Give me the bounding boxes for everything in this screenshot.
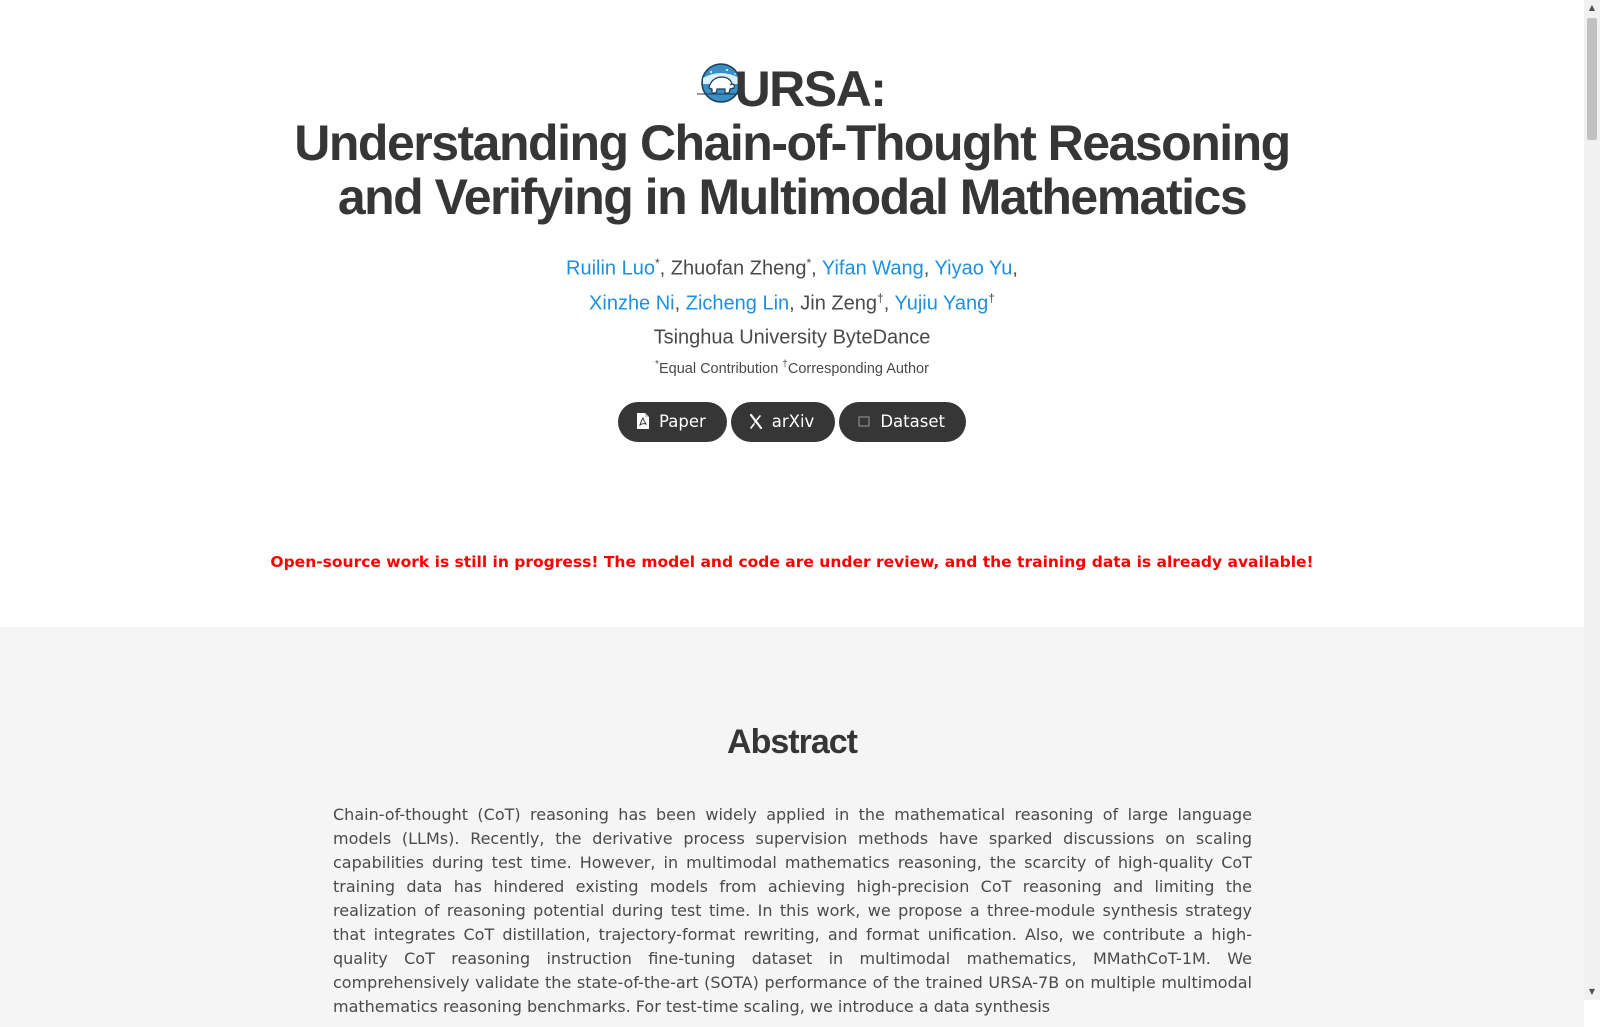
file-pdf-icon	[636, 413, 650, 429]
author-link-xinzhe-ni[interactable]: Xinzhe Ni	[589, 292, 675, 315]
abstract-section	[0, 627, 1584, 1027]
author-notes: *Equal Contribution †Corresponding Author	[655, 359, 929, 377]
author-link-zicheng-lin[interactable]: Zicheng Lin	[685, 292, 790, 315]
author-mark: *	[806, 256, 812, 270]
page-title-line-3: and Verifying in Multimodal Mathematics	[337, 169, 1247, 225]
scroll-down-arrow-icon[interactable]: ▼	[1588, 987, 1596, 996]
author-mark: *	[654, 256, 660, 270]
dataset-icon	[857, 413, 871, 429]
author-zhuofan-zheng: Zhuofan Zheng	[670, 257, 807, 280]
scrollbar-thumb[interactable]	[1587, 18, 1597, 140]
arxiv-button[interactable]: arXiv	[731, 402, 836, 442]
abstract-body: Chain-of-thought (CoT) reasoning has been widely applied in the mathematical reasoning of large language models (LLMs). Recently, the derivative process supervision methods have sparked discussions on scaling capabilities during test time. However, in multimodal mathematics reasoning, the scarcity of high-quality CoT training data has hindered existing models from achieving high-precision CoT reasoning and limiting the realization of reasoning potential during test time. In this work, we propose a three-module synthesis strategy that integrates CoT distillation, trajectory-format rewriting, and format unification. Also, we contribute a high-quality CoT reasoning instruction fine-tuning dataset in multimodal mathematics, MMathCoT-1M. We comprehensively validate the state-of-the-art (SOTA) performance of the trained URSA-7B on multiple multimodal mathematics reasoning benchmarks. For test-time scaling, we introduce a data synthesis	[333, 805, 1252, 1016]
page-title-line-2: Understanding Chain-of-Thought Reasoning	[294, 115, 1290, 171]
link-buttons	[0, 402, 1584, 442]
author-link-ruilin-luo[interactable]: Ruilin Luo	[566, 257, 655, 280]
page-title-line-1: URSA:	[734, 61, 886, 117]
equal-contribution-note: Equal Contribution	[658, 360, 779, 377]
author-link-yujiu-yang[interactable]: Yujiu Yang	[894, 292, 989, 315]
affiliation-tsinghua: Tsinghua University	[653, 326, 827, 349]
dataset-button[interactable]: Dataset	[839, 402, 966, 442]
scroll-up-arrow-icon[interactable]: ▲	[1588, 3, 1596, 12]
corresponding-author-note: Corresponding Author	[787, 360, 929, 377]
affiliations	[0, 325, 1584, 350]
author-jin-zeng: Jin Zeng	[800, 292, 878, 315]
author-link-yiyao-yu[interactable]: Yiyao Yu	[934, 257, 1013, 280]
vertical-scrollbar[interactable]	[1584, 0, 1600, 1000]
author-list-row-1: Ruilin Luo*, Zhuofan Zheng*, Yifan Wang, Yiyao Yu,	[566, 256, 1018, 280]
author-list-row-2: Xinzhe Ni, Zicheng Lin, Jin Zeng†, Yujiu Yang†	[589, 291, 995, 315]
abstract-heading: Abstract	[727, 723, 857, 761]
arxiv-icon	[749, 413, 763, 429]
author-link-yifan-wang[interactable]: Yifan Wang	[821, 257, 924, 280]
affiliation-bytedance: ByteDance	[832, 326, 931, 349]
author-mark: †	[988, 291, 995, 305]
author-mark: †	[877, 291, 884, 305]
open-source-notice: Open-source work is still in progress! The model and code are under review, and the training data is already available!	[270, 553, 1314, 571]
paper-button[interactable]: Paper	[618, 402, 727, 442]
